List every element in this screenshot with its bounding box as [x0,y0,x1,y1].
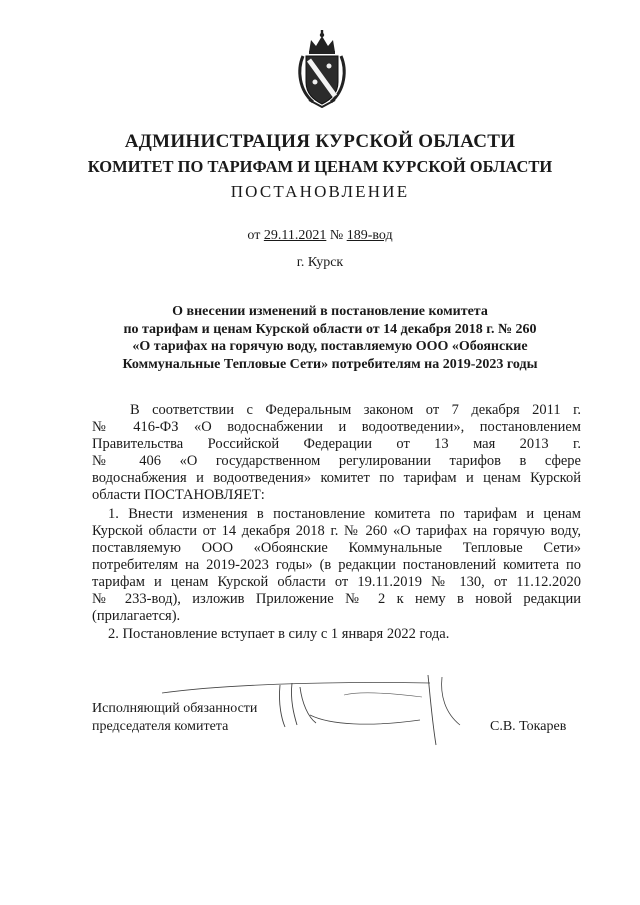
text-line: В соответствии с Федеральным законом от 7 декабря 2011 г. [130,402,581,418]
document-subject [95,303,565,373]
document-type: ПОСТАНОВЛЕНИЕ [230,182,410,201]
signatory-title [92,700,257,736]
text-line: водоснабжения и водоотведения» комитет по тарифам и ценам Курской [92,470,581,486]
organization-name: АДМИНИСТРАЦИЯ КУРСКОЙ ОБЛАСТИ [124,131,516,152]
clause-2-paragraph [92,626,581,643]
text-line: Правительства Российской Федерации от 13 мая 2013 г. [92,436,581,452]
subject-line: О внесении изменений в постановление комитета [172,304,488,319]
subject-line: по тарифам и ценам Курской области от 14 декабря 2018 г. № 260 [123,321,537,337]
clause-1-paragraph [92,506,581,625]
text-line: Курской области от 14 декабря 2018 г. № 260 «О тарифах на горячую воду, [92,523,581,539]
preamble-paragraph [92,402,581,504]
document-date: 29.11.2021 [263,228,327,243]
text-line: № 416-ФЗ «О водоснабжении и водоотведении», постановлением [92,419,581,435]
text-line: (прилагается). [92,608,181,624]
signatory-title-line: Исполняющий обязанности [92,701,258,716]
text-line: № 406 «О государственном регулировании тарифов в сфере [92,453,581,469]
text-line: области ПОСТАНОВЛЯЕТ: [92,487,265,503]
number-prefix: № [329,228,344,243]
signatory-name: С.В. Токарев [490,719,567,734]
text-line: 1. Внести изменения в постановление комитета по тарифам и ценам [108,506,581,522]
date-prefix: от [247,228,261,243]
document-number: 189-вод [346,228,393,243]
city: г. Курск [296,255,344,270]
text-line: потребителям на 2019-2023 годы» (в редакции постановлений комитета по [92,557,581,573]
committee-name: КОМИТЕТ ПО ТАРИФАМ И ЦЕНАМ КУРСКОЙ ОБЛАСТИ [87,157,553,176]
coat-of-arms-icon [295,30,349,108]
text-line: поставляемую ООО «Обоянские Коммунальные Тепловые Сети» [92,540,581,556]
text-line: 2. Постановление вступает в силу с 1 января 2022 года. [108,626,450,642]
subject-line: «О тарифах на горячую воду, поставляемую ООО «Обоянские [132,339,528,354]
document-date-number [0,228,640,244]
text-line: № 233-вод), изложив Приложение № 2 к нему в новой редакции [92,591,581,607]
signatory-title-line: председателя комитета [92,719,229,734]
text-line: тарифам и ценам Курской области от 19.11.2019 № 130, от 11.12.2020 [92,574,581,590]
subject-line: Коммунальные Тепловые Сети» потребителям на 2019-2023 годы [122,356,538,372]
